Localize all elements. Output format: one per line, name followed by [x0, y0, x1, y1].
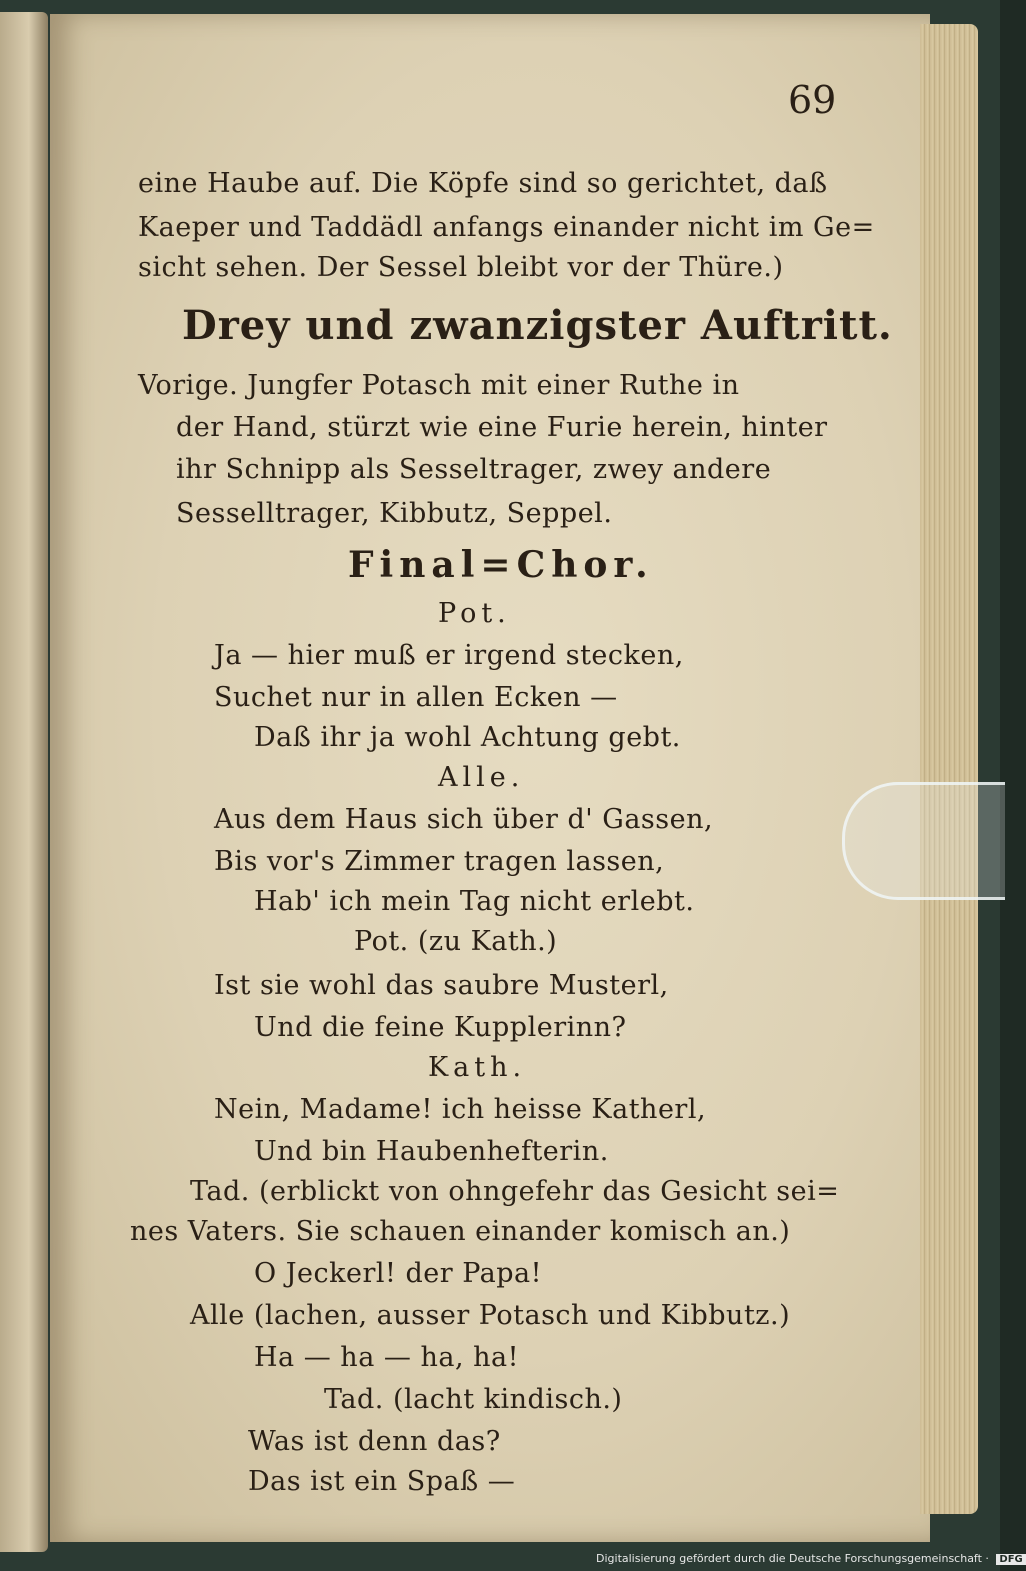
speaker-label: Pot. (zu Kath.)	[354, 926, 558, 957]
cast-line: Vorige. Jungfer Potasch mit einer Ruthe in	[138, 370, 740, 401]
dfg-logo: DFG	[996, 1554, 1025, 1565]
section-title: Final=Chor.	[348, 544, 654, 586]
verse-line: Daß ihr ja wohl Achtung gebt.	[254, 722, 681, 753]
verse-line: Suchet nur in allen Ecken —	[214, 682, 618, 713]
speaker-label: Pot.	[438, 598, 511, 629]
cast-line: der Hand, stürzt wie eine Furie herein, hinter	[176, 412, 828, 443]
cast-line: ihr Schnipp als Sesseltrager, zwey andere	[176, 454, 772, 485]
speaker-label: Kath.	[428, 1052, 527, 1083]
speaker-label: Alle.	[438, 762, 525, 793]
credit-text: Digitalisierung gefördert durch die Deutsche Forschungsgemeinschaft ·	[596, 1552, 989, 1565]
verse-line: Ha — ha — ha, ha!	[254, 1342, 519, 1373]
stage-direction: Tad. (erblickt von ohngefehr das Gesicht sei=	[190, 1176, 840, 1207]
verse-line: O Jeckerl! der Papa!	[254, 1258, 542, 1289]
verse-line: Und die feine Kupplerinn?	[254, 1012, 627, 1043]
verse-line: Ja — hier muß er irgend stecken,	[214, 640, 684, 671]
scene-heading: Drey und zwanzigster Auftritt.	[182, 302, 893, 349]
text-line: Kaeper und Taddädl anfangs einander nicht im Ge=	[138, 212, 875, 243]
digitization-credit	[596, 1552, 1026, 1565]
cast-line: Sesselltrager, Kibbutz, Seppel.	[176, 498, 613, 529]
text-line: sicht sehen. Der Sessel bleibt vor der Thüre.)	[138, 252, 784, 283]
stage-direction: nes Vaters. Sie schauen einander komisch an.)	[130, 1216, 791, 1247]
verse-line: Was ist denn das?	[248, 1426, 501, 1457]
text-line: eine Haube auf. Die Köpfe sind so gerichtet, daß	[138, 168, 828, 199]
speaker-label: Tad. (lacht kindisch.)	[324, 1384, 623, 1415]
verse-line: Und bin Haubenhefterin.	[254, 1136, 609, 1167]
verse-line: Bis vor's Zimmer tragen lassen,	[214, 846, 665, 877]
verse-line: Nein, Madame! ich heisse Katherl,	[214, 1094, 707, 1125]
verse-line: Ist sie wohl das saubre Musterl,	[214, 970, 669, 1001]
verse-line: Aus dem Haus sich über d' Gassen,	[214, 804, 714, 835]
verse-line: Das ist ein Spaß —	[248, 1466, 516, 1497]
stage-direction: Alle (lachen, ausser Potasch und Kibbutz.)	[190, 1300, 791, 1331]
verse-line: Hab' ich mein Tag nicht erlebt.	[254, 886, 695, 917]
page-number: 69	[788, 78, 837, 122]
